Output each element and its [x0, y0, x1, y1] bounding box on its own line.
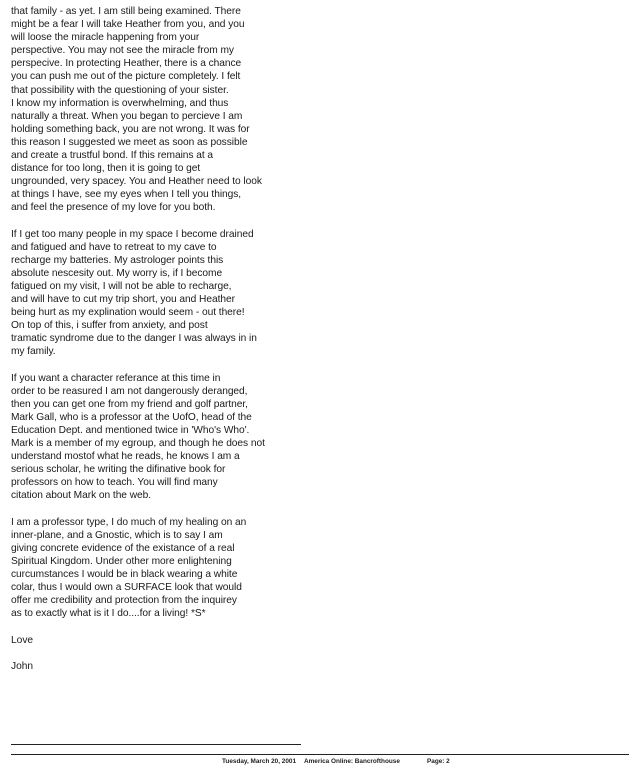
text-line: I am a professor type, I do much of my healing on an	[11, 516, 247, 528]
footer-page-number: Page: 2	[427, 758, 450, 765]
text-line: understand mostof what he reads, he knows I am a	[11, 451, 240, 463]
text-line: you can push me out of the picture completely. I felt	[11, 71, 241, 83]
text-line: I know my information is overwhelming, and thus	[11, 97, 229, 109]
text-line: perspecive. In protecting Heather, there is a chance	[11, 58, 242, 70]
text-line: and feel the presence of my love for you both.	[11, 202, 216, 214]
text-line: citation about Mark on the web.	[11, 490, 152, 502]
text-line: might be a fear I will take Heather from you, and you	[11, 19, 245, 31]
text-line: my family.	[11, 346, 56, 358]
letter-paragraph	[11, 228, 311, 359]
paragraph-gap	[11, 215, 311, 228]
text-line: Education Dept. and mentioned twice in 'Who's Who'.	[11, 425, 250, 436]
paragraph-gap	[11, 503, 311, 516]
text-line: and fatigued and have to retreat to my cave to	[11, 241, 217, 253]
paragraph-gap	[11, 359, 311, 372]
text-line: then you can get one from my friend and golf partner,	[11, 398, 248, 410]
page-footer	[0, 758, 640, 770]
text-line: Spiritual Kingdom. Under other more enlightening	[11, 555, 232, 567]
letter-paragraphs	[11, 5, 311, 620]
text-line: as to exactly what is it I do....for a living! *S*	[11, 608, 206, 620]
text-line: that possibility with the questioning of your sister.	[11, 84, 229, 96]
spacer	[11, 620, 311, 633]
letter-body	[11, 5, 311, 673]
letter-signature: John	[11, 660, 34, 672]
text-line: professors on how to teach. You will find many	[11, 477, 218, 489]
text-line: If I get too many people in my space I become drained	[11, 228, 254, 240]
text-line: tramatic syndrome due to the danger I was always in in	[11, 333, 257, 345]
text-line: and create a trustful bond. If this remains at a	[11, 150, 214, 162]
spacer	[11, 647, 311, 660]
text-line: being hurt as my explination would seem - out there!	[11, 307, 245, 319]
text-line: that family - as yet. I am still being examined. There	[11, 6, 241, 17]
text-line: order to be reasured I am not dangerously deranged,	[11, 385, 248, 397]
text-line: If you want a character referance at this time in	[11, 372, 221, 384]
letter-paragraph	[11, 516, 311, 621]
text-line: offer me credibility and protection from the inquirey	[11, 595, 237, 607]
text-line: Mark Gall, who is a professor at the UofO, head of the	[11, 411, 252, 423]
footer-source: America Online: Bancrofthouse	[304, 758, 400, 765]
text-line: will loose the miracle happening from your	[11, 32, 200, 44]
text-line: recharge my batteries. My astrologer points this	[11, 254, 224, 266]
text-line: distance for too long, then it is going to get	[11, 163, 201, 175]
text-line: colar, thus I would own a SURFACE look that would	[11, 582, 242, 594]
text-line: ungrounded, very spacey. You and Heather need to look	[11, 176, 262, 188]
footer-date: Tuesday, March 20, 2001	[222, 758, 297, 765]
signature-rule	[11, 744, 301, 745]
text-line: at things I have, see my eyes when I tell you things,	[11, 189, 242, 201]
text-line: and will have to cut my trip short, you and Heather	[11, 294, 235, 306]
letter-paragraph	[11, 5, 311, 215]
text-line: absolute nescesity out. My worry is, if I become	[11, 267, 223, 279]
text-line: giving concrete evidence of the existance of a real	[11, 542, 235, 554]
text-line: naturally a threat. When you began to percieve I am	[11, 110, 243, 122]
text-line: serious scholar, he writing the difinative book for	[11, 464, 226, 476]
text-line: curcumstances I would be in black wearing a white	[11, 569, 238, 581]
letter-closing: Love	[11, 634, 34, 646]
text-line: this reason I suggested we meet as soon as possible	[11, 136, 248, 148]
text-line: On top of this, i suffer from anxiety, and post	[11, 320, 208, 332]
text-line: perspective. You may not see the miracle from my	[11, 45, 234, 57]
text-line: fatigued on my visit, I will not be able to recharge,	[11, 280, 232, 292]
footer-rule	[11, 754, 629, 755]
letter-paragraph	[11, 372, 311, 503]
text-line: Mark is a member of my egroup, and though he does not	[11, 438, 265, 450]
text-line: holding something back, you are not wrong. It was for	[11, 123, 250, 135]
text-line: inner-plane, and a Gnostic, which is to say I am	[11, 529, 223, 541]
